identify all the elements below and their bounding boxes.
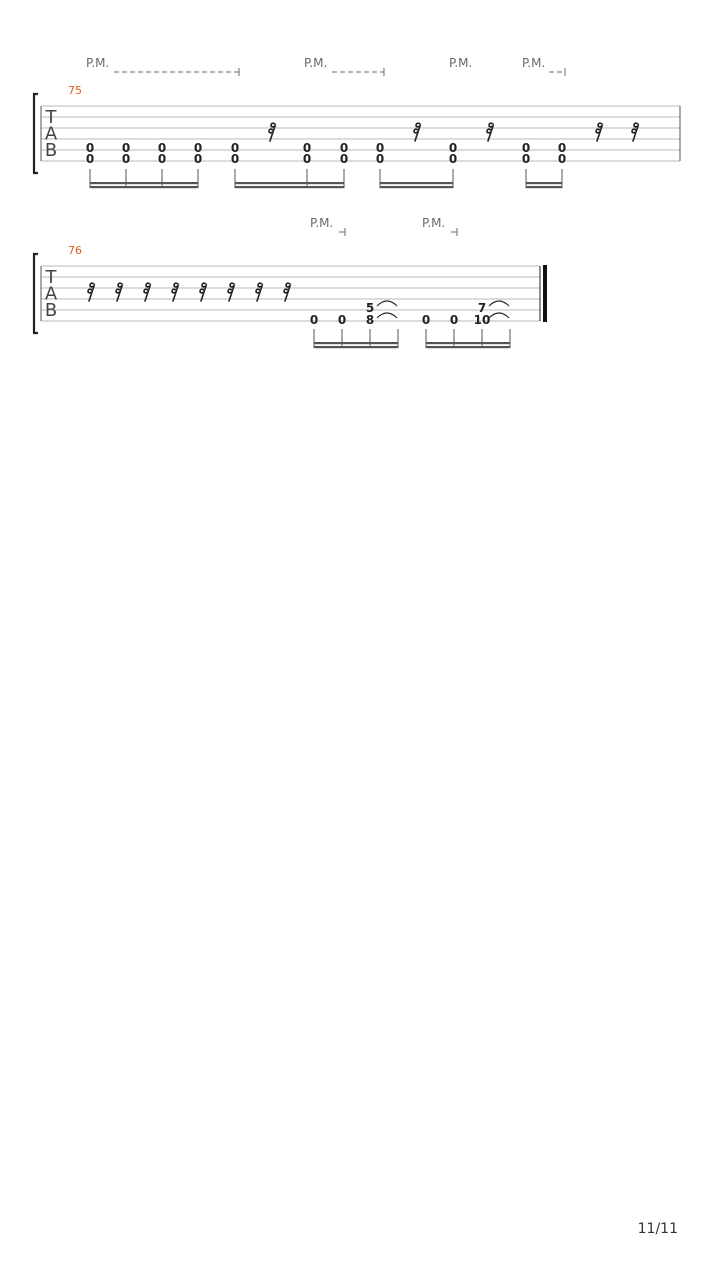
note-beam: [235, 186, 344, 188]
note-beam: [235, 182, 344, 184]
fret-number: 0: [557, 152, 567, 166]
note-beam: [314, 346, 398, 348]
note-beam: [380, 182, 453, 184]
fret-number: 0: [302, 141, 312, 155]
system-bracket: [34, 254, 38, 333]
sixteenth-rest: [269, 123, 275, 141]
tie-arc: [489, 301, 509, 306]
tab-clef-letter: B: [44, 140, 58, 161]
sixteenth-rest: [632, 123, 638, 141]
note-beam: [526, 186, 562, 188]
sixteenth-rest: [596, 123, 602, 141]
fret-number: 0: [375, 141, 385, 155]
fret-number: 0: [230, 152, 240, 166]
fret-number: 0: [302, 152, 312, 166]
fret-number: 0: [448, 152, 458, 166]
tab-clef-letter: B: [44, 300, 58, 321]
fret-number: 0: [193, 141, 203, 155]
note-beam: [526, 182, 562, 184]
fret-number: 0: [521, 141, 531, 155]
fret-number: 0: [157, 152, 167, 166]
note-beam: [314, 342, 398, 344]
sixteenth-rest: [228, 283, 234, 301]
sixteenth-rest: [256, 283, 262, 301]
note-beam: [90, 182, 198, 184]
fret-number: 8: [365, 313, 375, 327]
note-beam: [426, 342, 510, 344]
fret-number: 5: [365, 301, 375, 315]
fret-number: 0: [309, 313, 319, 327]
page-number: 11/11: [637, 1221, 678, 1237]
fret-number: 0: [121, 141, 131, 155]
fret-number: 0: [230, 141, 240, 155]
fret-number: 0: [339, 141, 349, 155]
bar-number: 75: [68, 84, 82, 97]
sixteenth-rest: [172, 283, 178, 301]
sixteenth-rest: [284, 283, 290, 301]
fret-number: 0: [193, 152, 203, 166]
sixteenth-rest: [88, 283, 94, 301]
fret-number: 0: [85, 152, 95, 166]
fret-number: 0: [557, 141, 567, 155]
tab-clef-letter: T: [45, 267, 57, 288]
note-beam: [380, 186, 453, 188]
sixteenth-rest: [487, 123, 493, 141]
tie-arc: [377, 301, 397, 306]
fret-number: 10: [473, 313, 491, 327]
fret-number: 0: [375, 152, 385, 166]
bar-number: 76: [68, 244, 82, 257]
note-beam: [90, 186, 198, 188]
tab-clef-letter: T: [45, 107, 57, 128]
palm-mute-label: P.M.: [304, 56, 328, 70]
tab-clef-letter: A: [44, 123, 58, 145]
sixteenth-rest: [414, 123, 420, 141]
fret-number: 7: [477, 301, 487, 315]
fret-number: 0: [337, 313, 347, 327]
palm-mute-label: P.M.: [422, 216, 446, 230]
fret-number: 0: [85, 141, 95, 155]
tie-arc: [377, 313, 397, 318]
fret-number: 0: [449, 313, 459, 327]
fret-number: 0: [339, 152, 349, 166]
note-beam: [426, 346, 510, 348]
sixteenth-rest: [200, 283, 206, 301]
palm-mute-label: P.M.: [310, 216, 334, 230]
fret-number: 0: [421, 313, 431, 327]
fret-number: 0: [121, 152, 131, 166]
palm-mute-label: P.M.: [522, 56, 546, 70]
fret-number: 0: [448, 141, 458, 155]
tie-arc: [489, 313, 509, 318]
palm-mute-label: P.M.: [86, 56, 110, 70]
fret-number: 0: [521, 152, 531, 166]
system-bracket: [34, 94, 38, 173]
fret-number: 0: [157, 141, 167, 155]
palm-mute-label: P.M.: [449, 56, 473, 70]
sixteenth-rest: [116, 283, 122, 301]
tab-clef-letter: A: [44, 283, 58, 305]
sixteenth-rest: [144, 283, 150, 301]
